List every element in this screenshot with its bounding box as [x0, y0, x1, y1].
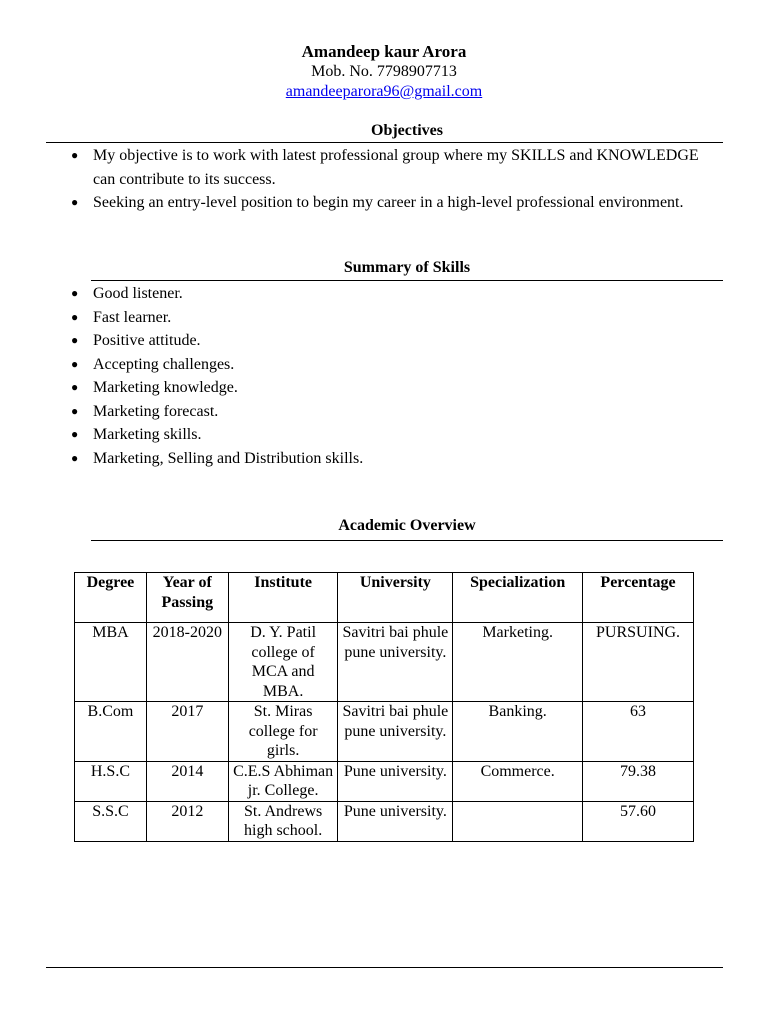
- skills-title: Summary of Skills: [343, 259, 471, 276]
- column-header: Percentage: [583, 573, 694, 623]
- table-cell: H.S.C: [75, 761, 147, 801]
- table-cell: S.S.C: [75, 801, 147, 841]
- column-header: Degree: [75, 573, 147, 623]
- table-cell: MBA: [75, 623, 147, 702]
- list-item: [66, 191, 706, 215]
- academic-rule: [91, 540, 723, 541]
- academic-table: [74, 572, 694, 842]
- bullet-icon: ●: [71, 309, 79, 324]
- email-link[interactable]: amandeeparora96@gmail.com: [285, 83, 483, 100]
- table-cell: Pune university.: [338, 761, 453, 801]
- table-cell: St. Miras college for girls.: [228, 702, 338, 762]
- table-cell: Savitri bai phule pune university.: [338, 702, 453, 762]
- table-cell: B.Com: [75, 702, 147, 762]
- bullet-icon: ●: [71, 148, 79, 162]
- bullet-icon: ●: [71, 403, 79, 418]
- skill-text: Marketing skills.: [93, 426, 202, 443]
- table-row: [75, 702, 694, 762]
- objectives-rule: [46, 142, 723, 143]
- table-cell: 2018-2020: [146, 623, 228, 702]
- column-header: Year of Passing: [146, 573, 228, 623]
- table-row: [75, 801, 694, 841]
- column-header: Institute: [228, 573, 338, 623]
- table-header-row: [75, 573, 694, 623]
- table-cell: St. Andrews high school.: [228, 801, 338, 841]
- skills-rule: [91, 280, 723, 281]
- bullet-icon: ●: [71, 195, 79, 209]
- table-cell: PURSUING.: [583, 623, 694, 702]
- objective-text: Seeking an entry-level position to begin my career in a high-level professional environment.: [93, 194, 684, 211]
- bullet-icon: ●: [71, 333, 79, 347]
- table-cell: 2014: [146, 761, 228, 801]
- list-item: [66, 400, 706, 424]
- bullet-icon: ●: [71, 380, 79, 394]
- table-cell: Pune university.: [338, 801, 453, 841]
- objectives-list: [66, 144, 706, 215]
- list-item: [66, 282, 706, 306]
- table-cell: D. Y. Patil college of MCA and MBA.: [228, 623, 338, 702]
- skill-text: Positive attitude.: [93, 332, 201, 349]
- table-cell: [453, 801, 583, 841]
- bullet-icon: ●: [71, 450, 79, 465]
- skill-text: Marketing knowledge.: [93, 379, 238, 396]
- table-row: [75, 623, 694, 702]
- skill-text: Marketing forecast.: [93, 402, 219, 420]
- table-cell: C.E.S Abhiman jr. College.: [228, 761, 338, 801]
- list-item: [66, 353, 706, 377]
- candidate-name: Amandeep kaur Arora: [301, 42, 467, 61]
- list-item: [66, 447, 706, 471]
- table-cell: Savitri bai phule pune university.: [338, 623, 453, 702]
- list-item: [66, 423, 706, 447]
- table-cell: 63: [583, 702, 694, 762]
- column-header: Specialization: [453, 573, 583, 623]
- column-header: University: [338, 573, 453, 623]
- table-cell: 57.60: [583, 801, 694, 841]
- table-cell: Marketing.: [453, 623, 583, 702]
- skill-text: Marketing, Selling and Distribution skills.: [93, 449, 364, 467]
- table-cell: Commerce.: [453, 761, 583, 801]
- skill-text: Accepting challenges.: [93, 355, 235, 373]
- table-cell: Banking.: [453, 702, 583, 762]
- objectives-title: Objectives: [371, 122, 443, 139]
- bullet-icon: ●: [71, 356, 79, 371]
- table-cell: 79.38: [583, 761, 694, 801]
- list-item: [66, 306, 706, 330]
- list-item: [66, 329, 706, 353]
- table-cell: 2012: [146, 801, 228, 841]
- footer-rule: [46, 967, 723, 968]
- objective-text: My objective is to work with latest professional group where my SKILLS and KNOWLEDGE can contribute to its success.: [93, 147, 699, 188]
- skill-text: Good listener.: [93, 285, 183, 302]
- academic-title: Academic Overview: [338, 517, 476, 534]
- skill-text: Fast learner.: [93, 308, 172, 326]
- mobile-number: Mob. No. 7798907713: [311, 63, 457, 80]
- skills-list: [66, 282, 706, 470]
- resume-header: [0, 42, 768, 102]
- bullet-icon: ●: [71, 286, 79, 300]
- table-row: [75, 761, 694, 801]
- bullet-icon: ●: [71, 427, 79, 441]
- list-item: [66, 376, 706, 400]
- table-cell: 2017: [146, 702, 228, 762]
- list-item: [66, 144, 706, 191]
